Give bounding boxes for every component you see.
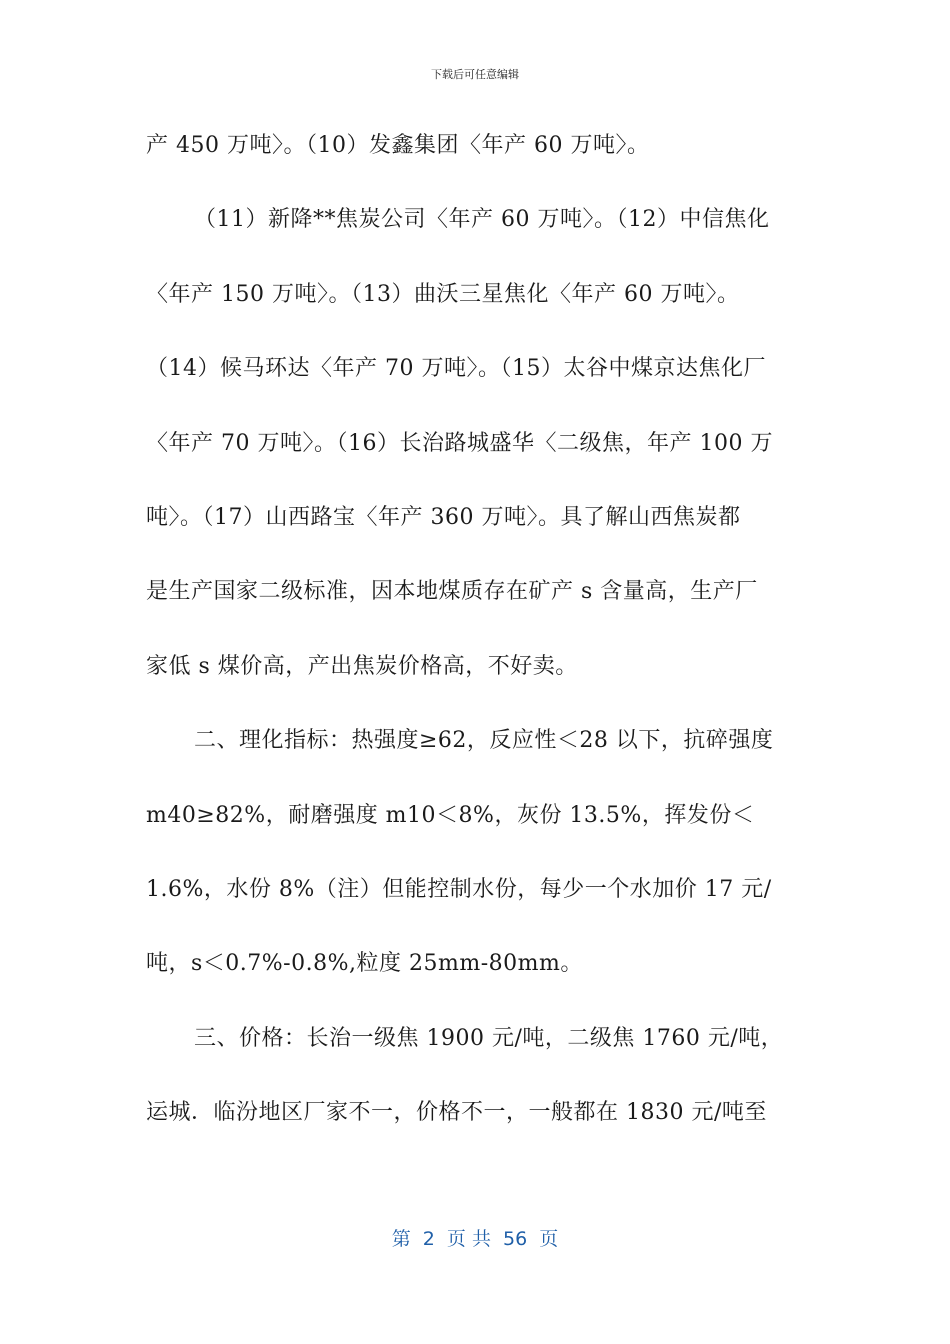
paragraph-start-line: 三、价格：长治一级焦 1900 元/吨，二级焦 1760 元/吨， xyxy=(194,1025,784,1051)
text-line: 1.6%，水份 8%（注）但能控制水份，每少一个水加价 17 元/ xyxy=(146,876,772,902)
text-line: m40≥82%，耐磨强度 m10＜8%，灰份 13.5%，挥发份＜ xyxy=(146,802,755,828)
text-line: 家低 s 煤价高，产出焦炭价格高，不好卖。 xyxy=(146,653,578,679)
text-line: 吨，s＜0.7%-0.8%,粒度 25mm-80mm。 xyxy=(146,951,583,977)
text-line: （14）候马环达〈年产 70 万吨〉。（15）太谷中煤京达焦化厂 xyxy=(146,356,766,382)
document-body xyxy=(146,122,806,1163)
page-number: 第 2 页 共 56 页 xyxy=(391,1228,559,1250)
text-line: 〈年产 70 万吨〉。（16）长治路城盛华〈二级焦，年产 100 万 xyxy=(146,430,773,456)
text-line: 〈年产 150 万吨〉。（13）曲沃三星焦化〈年产 60 万吨〉。 xyxy=(146,281,740,307)
text-line: 是生产国家二级标准，因本地煤质存在矿产 s 含量高，生产厂 xyxy=(146,579,758,605)
text-line: 吨〉。（17）山西路宝〈年产 360 万吨〉。具了解山西焦炭都 xyxy=(146,504,741,530)
text-line: 产 450 万吨〉。（10）发鑫集团〈年产 60 万吨〉。 xyxy=(146,133,650,158)
text-line: 运城．临汾地区厂家不一，价格不一，一般都在 1830 元/吨至 xyxy=(146,1100,767,1126)
paragraph-start-line: （11）新降**焦炭公司〈年产 60 万吨〉。（12）中信焦化 xyxy=(194,207,770,233)
header-note: 下载后可任意编辑 xyxy=(431,68,519,81)
paragraph-start-line: 二、理化指标：热强度≥62，反应性＜28 以下，抗碎强度 xyxy=(194,728,774,754)
